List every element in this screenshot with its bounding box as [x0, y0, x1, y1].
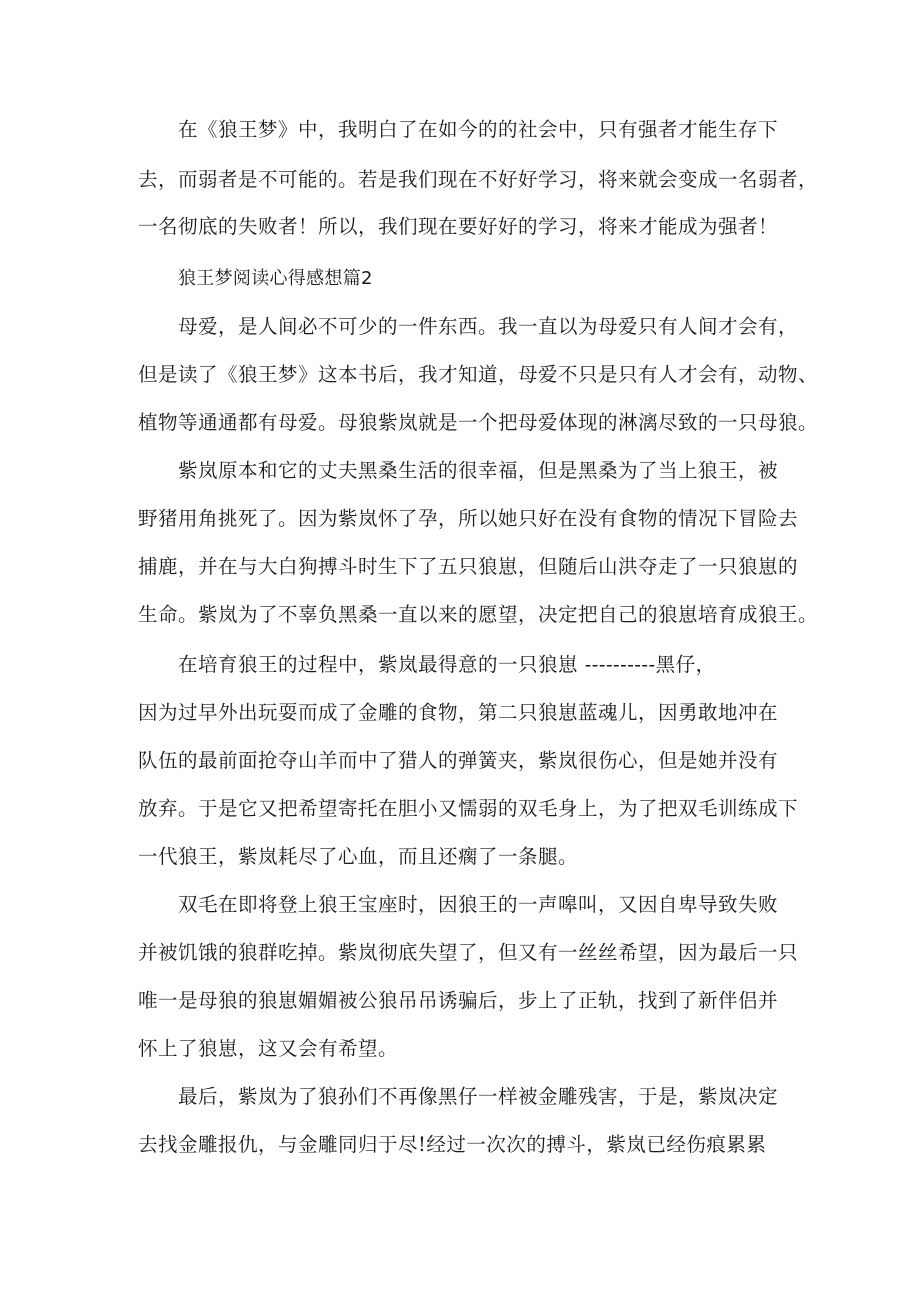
paragraph-4-line-1: 在培育狼王的过程中，紫岚最得意的一只狼崽 ----------黑仔， — [178, 653, 716, 676]
paragraph-2-line-1: 母爱，是人间必不可少的一件东西。我一直以为母爱只有人间才会有， — [178, 315, 799, 338]
paragraph-4-line-3: 队伍的最前面抢夺山羊而中了猎人的弹簧夹，紫岚很伤心，但是她并没有 — [138, 749, 779, 772]
paragraph-1-line-2: 去，而弱者是不可能的。若是我们现在不好好学习，将来就会变成一名弱者， — [138, 168, 819, 191]
paragraph-6-line-1: 最后，紫岚为了狼孙们不再像黑仔一样被金雕残害，于是，紫岚决定 — [178, 1085, 779, 1108]
paragraph-1-line-3: 一名彻底的失败者！所以，我们现在要好好的学习，将来才能成为强者！ — [138, 215, 779, 238]
paragraph-5-line-1: 双毛在即将登上狼王宝座时，因狼王的一声嗥叫，又因自卑导致失败 — [178, 893, 779, 916]
paragraph-3-line-4: 生命。紫岚为了不辜负黑桑一直以来的愿望，决定把自己的狼崽培育成狼王。 — [138, 603, 819, 626]
paragraph-4-line-4: 放弃。于是它又把希望寄托在胆小又懦弱的双毛身上，为了把双毛训练成下 — [138, 797, 799, 820]
paragraph-5-line-4: 怀上了狼崽，这又会有希望。 — [138, 1037, 399, 1060]
paragraph-1-line-1: 在《狼王梦》中，我明白了在如今的的社会中，只有强者才能生存下 — [178, 118, 779, 141]
paragraph-2-line-2: 但是读了《狼王梦》这本书后，我才知道，母爱不只是只有人才会有，动物、 — [138, 363, 819, 386]
paragraph-4-line-2: 因为过早外出玩耍而成了金雕的食物，第二只狼崽蓝魂儿，因勇敢地冲在 — [138, 701, 779, 724]
paragraph-3-line-2: 野猪用角挑死了。因为紫岚怀了孕，所以她只好在没有食物的情况下冒险去 — [138, 507, 799, 530]
paragraph-5-line-2: 并被饥饿的狼群吃掉。紫岚彻底失望了，但又有一丝丝希望，因为最后一只 — [138, 941, 799, 964]
section-heading: 狼王梦阅读心得感想篇2 — [178, 268, 373, 289]
paragraph-3-line-1: 紫岚原本和它的丈夫黑桑生活的很幸福，但是黑桑为了当上狼王，被 — [178, 459, 779, 482]
paragraph-2-line-3: 植物等通通都有母爱。母狼紫岚就是一个把母爱体现的淋漓尽致的一只母狼。 — [138, 411, 819, 434]
paragraph-4-line-5: 一代狼王，紫岚耗尽了心血，而且还瘸了一条腿。 — [138, 845, 579, 868]
paragraph-5-line-3: 唯一是母狼的狼崽媚媚被公狼吊吊诱骗后，步上了正轨，找到了新伴侣并 — [138, 989, 779, 1012]
paragraph-3-line-3: 捕鹿，并在与大白狗搏斗时生下了五只狼崽，但随后山洪夺走了一只狼崽的 — [138, 555, 799, 578]
paragraph-6-line-2: 去找金雕报仇，与金雕同归于尽!经过一次次的搏斗，紫岚已经伤痕累累 — [138, 1133, 767, 1156]
